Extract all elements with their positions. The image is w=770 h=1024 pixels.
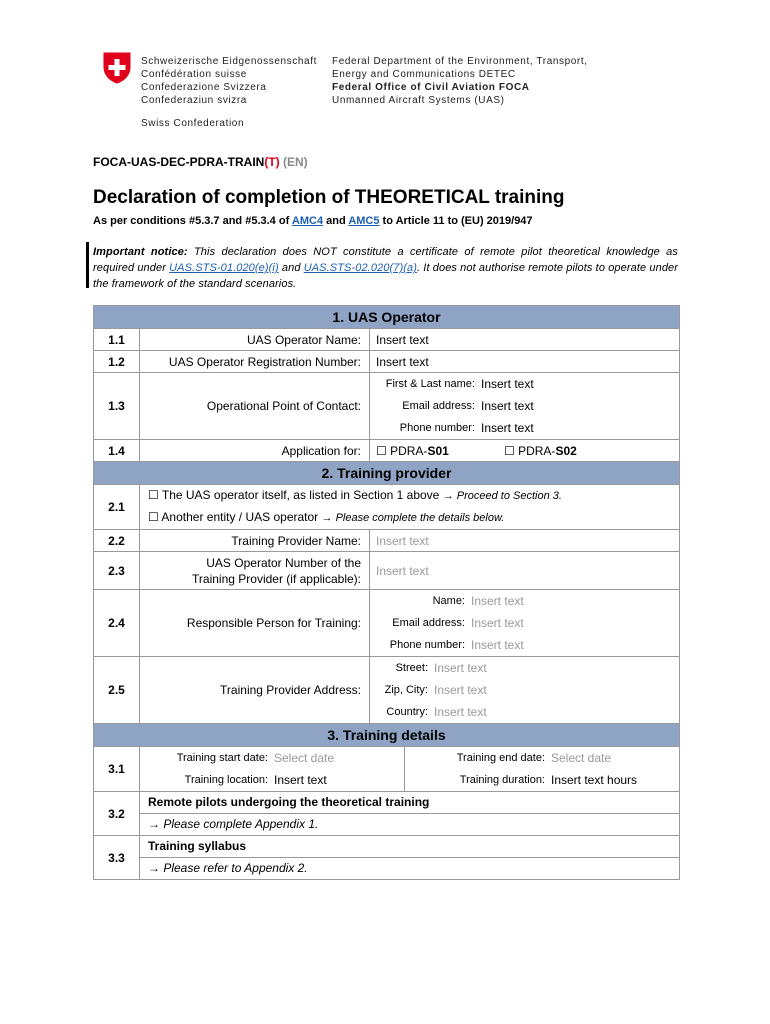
country-input[interactable]: Insert text xyxy=(434,705,487,719)
document-code: FOCA-UAS-DEC-PDRA-TRAIN(T) (EN) xyxy=(93,155,308,169)
row-num: 1.4 xyxy=(94,440,140,462)
application-for-label: Application for: xyxy=(140,440,370,462)
responsible-email-label: Email address: xyxy=(392,617,465,629)
provider-address-label: Training Provider Address: xyxy=(140,657,370,724)
notice-bar xyxy=(86,242,89,288)
contact-name-input[interactable]: Insert text xyxy=(481,377,534,391)
row-num: 1.1 xyxy=(94,329,140,351)
row-num: 2.1 xyxy=(94,485,140,530)
provider-name-input[interactable]: Insert text xyxy=(370,530,680,552)
duration-label: Training duration: xyxy=(459,774,545,786)
swiss-confederation-label: Swiss Confederation xyxy=(141,118,245,129)
contact-phone-input[interactable]: Insert text xyxy=(481,421,534,435)
provider-other-checkbox[interactable]: ☐ Another entity / UAS operator → Please complete the details below. xyxy=(148,510,505,524)
operator-name-label: UAS Operator Name: xyxy=(140,329,370,351)
syllabus-instruction: → Please refer to Appendix 2. xyxy=(148,861,308,875)
syllabus-heading: Training syllabus xyxy=(140,836,679,858)
important-notice: Important notice: This declaration does NOT constitute a certificate of remote pilot theoretical knowledge as required under UAS.STS-01.020(e)(i) and UAS.STS-02.020(7)(a). It does not authorise remote pilots to operate under the framework of the standard scenarios. xyxy=(93,246,679,290)
pilots-instruction: → Please complete Appendix 1. xyxy=(148,817,319,831)
section-3-header: 3. Training details xyxy=(94,724,680,747)
country-label: Country: xyxy=(386,706,428,718)
contact-email-input[interactable]: Insert text xyxy=(481,399,534,413)
responsible-name-label: Name: xyxy=(432,595,465,607)
amc4-link[interactable]: AMC4 xyxy=(291,215,324,227)
provider-name-label: Training Provider Name: xyxy=(140,530,370,552)
row-num: 1.3 xyxy=(94,373,140,440)
end-date-picker[interactable]: Select date xyxy=(551,751,612,765)
sts02-link[interactable]: UAS.STS-02.020(7)(a) xyxy=(303,262,417,274)
section-2-header: 2. Training provider xyxy=(94,462,680,485)
pilots-heading: Remote pilots undergoing the theoretical training xyxy=(140,792,679,814)
page-subtitle: As per conditions #5.3.7 and #5.3.4 of AMC4 and AMC5 to Article 11 to (EU) 2019/947 xyxy=(93,215,533,227)
row-num: 3.1 xyxy=(94,747,140,792)
start-date-label: Training start date: xyxy=(176,752,268,764)
sts01-link[interactable]: UAS.STS-01.020(e)(i) xyxy=(169,262,279,274)
row-num: 2.4 xyxy=(94,590,140,657)
responsible-email-input[interactable]: Insert text xyxy=(471,616,524,630)
row-num: 1.2 xyxy=(94,351,140,373)
end-date-label: Training end date: xyxy=(456,752,545,764)
pdra-s02-checkbox[interactable]: ☐ PDRA-S02 xyxy=(504,443,577,458)
responsible-name-input[interactable]: Insert text xyxy=(471,594,524,608)
operator-name-input[interactable]: Insert text xyxy=(370,329,680,351)
street-input[interactable]: Insert text xyxy=(434,661,487,675)
operator-registration-input[interactable]: Insert text xyxy=(370,351,680,373)
section-1-header: 1. UAS Operator xyxy=(94,306,680,329)
row-num: 2.2 xyxy=(94,530,140,552)
provider-operator-number-label: UAS Operator Number of the Training Provider (if applicable): xyxy=(140,552,370,590)
confederation-names: Schweizerische Eidgenossenschaft Confédération suisse Confederazione Svizzera Confederaziun svizra xyxy=(141,56,317,106)
amc5-link[interactable]: AMC5 xyxy=(348,215,380,227)
responsible-person-label: Responsible Person for Training: xyxy=(140,590,370,657)
contact-email-label: Email address: xyxy=(402,400,475,412)
row-num: 3.2 xyxy=(94,792,140,836)
declaration-form xyxy=(93,305,680,880)
responsible-phone-input[interactable]: Insert text xyxy=(471,638,524,652)
pdra-s01-checkbox[interactable]: ☐ PDRA-S01 xyxy=(376,443,449,458)
responsible-phone-label: Phone number: xyxy=(389,639,465,651)
start-date-picker[interactable]: Select date xyxy=(268,747,405,769)
contact-name-label: First & Last name: xyxy=(385,378,475,390)
operator-registration-label: UAS Operator Registration Number: xyxy=(140,351,370,373)
provider-self-checkbox[interactable]: ☐ The UAS operator itself, as listed in Section 1 above → Proceed to Section 3. xyxy=(148,488,562,502)
contact-phone-label: Phone number: xyxy=(399,422,475,434)
swiss-cross-logo xyxy=(103,52,131,84)
row-num: 3.3 xyxy=(94,836,140,880)
row-num: 2.3 xyxy=(94,552,140,590)
page-title: Declaration of completion of THEORETICAL training xyxy=(93,187,565,208)
point-of-contact-label: Operational Point of Contact: xyxy=(140,373,370,440)
street-label: Street: xyxy=(395,662,428,674)
zip-city-label: Zip, City: xyxy=(384,684,428,696)
location-label: Training location: xyxy=(184,774,268,786)
location-input[interactable]: Insert text xyxy=(268,769,405,791)
department-names: Federal Department of the Environment, Transport, Energy and Communications DETEC Federal Office of Civil Aviation FOCA Unmanned Aircraft Systems (UAS) xyxy=(332,56,588,106)
provider-operator-number-input[interactable]: Insert text xyxy=(370,552,680,590)
zip-city-input[interactable]: Insert text xyxy=(434,683,487,697)
row-num: 2.5 xyxy=(94,657,140,724)
duration-input[interactable]: Insert text hours xyxy=(551,773,638,787)
